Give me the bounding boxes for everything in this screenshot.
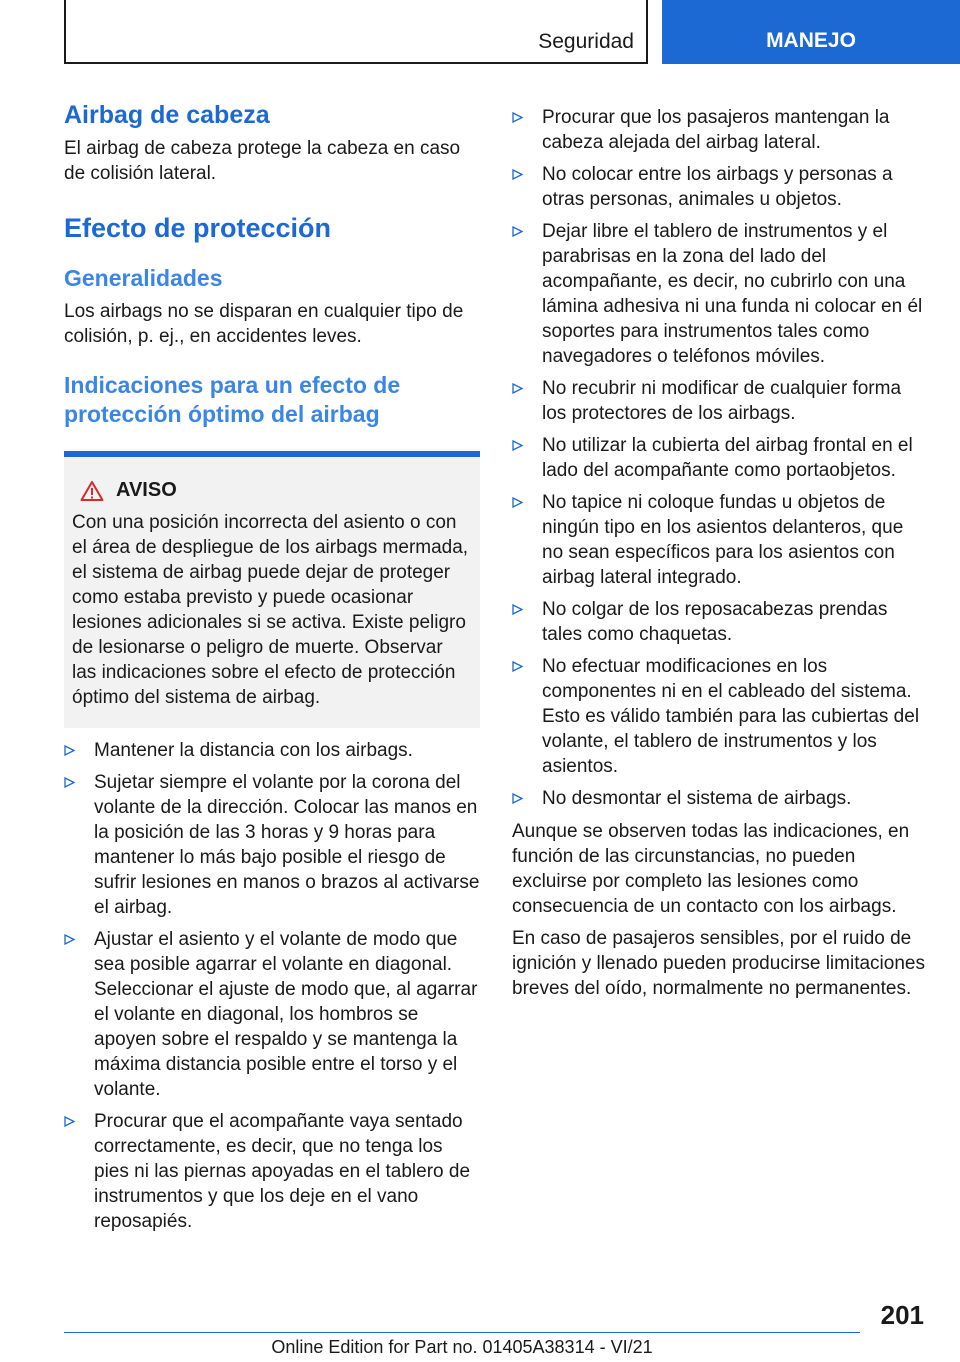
header-section-title: Seguridad (538, 30, 634, 53)
list-item: No efectuar modificaciones en los componentes ni en el cableado del sistema. Esto es válido también para las cubiertas del volante, el tablero de instrumentos y los asientos. (512, 654, 928, 779)
indications-heading: Indicaciones para un efecto de protección óptimo del airbag (64, 372, 401, 427)
right-column (512, 105, 928, 1001)
triangle-right-icon (512, 497, 523, 508)
triangle-right-icon (64, 934, 75, 945)
general-heading: Generalidades (64, 265, 223, 291)
left-bullet-list (64, 738, 480, 1234)
list-item: Procurar que el acompañante vaya sentado correctamente, es decir, que no tenga los pies ni las piernas apoyadas en el tablero de instrumentos y que los deje en el vano reposapiés. (64, 1109, 480, 1234)
effect-heading: Efecto de protección (64, 213, 332, 243)
triangle-right-icon (512, 226, 523, 237)
list-item: Mantener la distancia con los airbags. (64, 738, 480, 763)
list-item: No desmontar el sistema de airbags. (512, 786, 928, 811)
warning-header (80, 479, 472, 502)
general-text: Los airbags no se disparan en cualquier tipo de colisión, p. ej., en accidentes leves. (64, 301, 464, 347)
header-chapter-tab: MANEJO (662, 0, 960, 64)
list-item: Sujetar siempre el volante por la corona del volante de la dirección. Colocar las manos en la posición de las 3 horas y 9 horas para mantener lo más bajo posible el riesgo de sufrir lesiones en manos o brazos al activarse el airbag. (64, 770, 480, 920)
paragraph-hearing: En caso de pasajeros sensibles, por el ruido de ignición y llenado pueden producirse limitaciones breves del oído, normalmente no permanentes. (512, 928, 925, 999)
list-item: Dejar libre el tablero de instrumentos y el parabrisas en la zona del lado del acompañante, es decir, no cubrirlo con una lámina adhesiva ni una funda ni colocar en él soportes para instrumentos tales como navegadores o teléfonos móviles. (512, 219, 928, 369)
warning-triangle-icon (80, 480, 104, 502)
triangle-right-icon (512, 661, 523, 672)
triangle-right-icon (64, 777, 75, 788)
triangle-right-icon (64, 1116, 75, 1127)
triangle-right-icon (512, 112, 523, 123)
warning-title: AVISO (116, 479, 177, 501)
left-column (64, 100, 480, 1234)
triangle-right-icon (512, 169, 523, 180)
footer-divider (64, 1332, 860, 1333)
triangle-right-icon (512, 383, 523, 394)
paragraph-injury-risk: Aunque se observen todas las indicaciones, en función de las circunstancias, no pueden excluirse por completo las lesiones como consecuencia de un contacto con los airbags. (512, 821, 910, 917)
warning-text: Con una posición incorrecta del asiento o con el área de despliegue de los airbags mermada, el sistema de airbag puede dejar de proteger como estaba previsto y puede ocasionar lesiones adicionales si se activa. Existe peligro de lesionarse o peligro de muerte. Observar las indicaciones sobre el efecto de protección óptimo del sistema de airbag. (72, 512, 469, 708)
triangle-right-icon (64, 745, 75, 756)
airbag-text: El airbag de cabeza protege la cabeza en caso de colisión lateral. (64, 138, 461, 184)
triangle-right-icon (512, 604, 523, 615)
page-number: 201 (880, 1300, 924, 1330)
list-item: No utilizar la cubierta del airbag frontal en el lado del acompañante como portaobjetos. (512, 433, 928, 483)
footer-edition: Online Edition for Part no. 01405A38314 - VI/21 (271, 1337, 653, 1357)
triangle-right-icon (512, 440, 523, 451)
triangle-right-icon (512, 793, 523, 804)
list-item: No colocar entre los airbags y personas a otras personas, animales u objetos. (512, 162, 928, 212)
list-item: No colgar de los reposacabezas prendas tales como chaquetas. (512, 597, 928, 647)
airbag-heading: Airbag de cabeza (64, 101, 270, 129)
list-item: No recubrir ni modificar de cualquier forma los protectores de los airbags. (512, 376, 928, 426)
warning-box (64, 451, 480, 728)
list-item: Procurar que los pasajeros mantengan la cabeza alejada del airbag lateral. (512, 105, 928, 155)
list-item: No tapice ni coloque fundas u objetos de ningún tipo en los asientos delanteros, que no sean específicos para los asientos con airbag lateral integrado. (512, 490, 928, 590)
list-item: Ajustar el asiento y el volante de modo que sea posible agarrar el volante en diagonal. Seleccionar el ajuste de modo que, al agarrar el volante en diagonal, los hombros se apoyen sobre el respaldo y se mantenga la máxima distancia posible entre el torso y el volante. (64, 927, 480, 1102)
right-bullet-list (512, 105, 928, 811)
